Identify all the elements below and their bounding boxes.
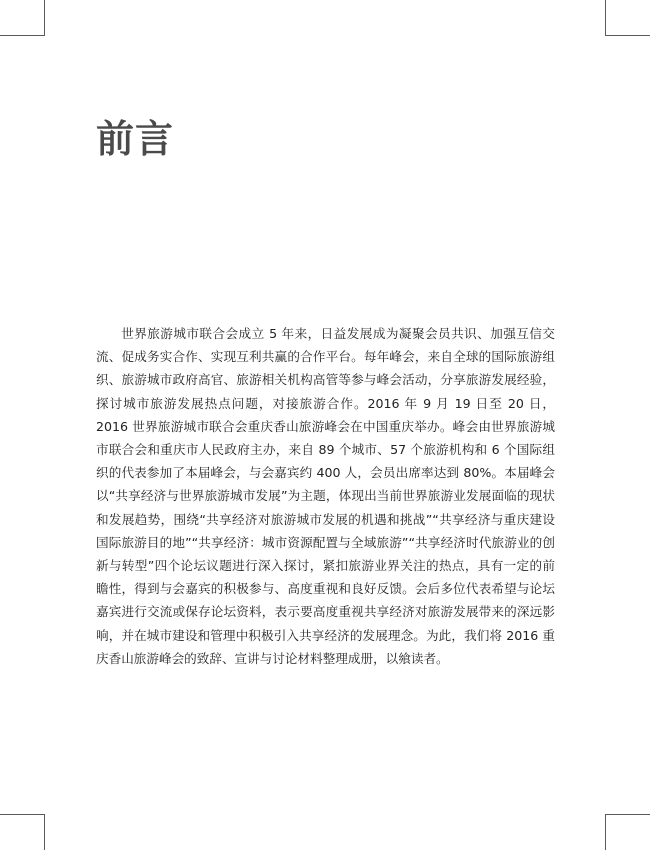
crop-mark-bottom-left-vertical bbox=[44, 814, 45, 850]
crop-mark-top-left-vertical bbox=[44, 0, 45, 36]
preface-body bbox=[96, 322, 555, 670]
crop-mark-bottom-left-horizontal bbox=[0, 814, 44, 815]
crop-mark-bottom-right-horizontal bbox=[606, 814, 650, 815]
crop-mark-top-left-horizontal bbox=[0, 35, 44, 36]
crop-mark-top-right-vertical bbox=[605, 0, 606, 36]
preface-paragraph: 世界旅游城市联合会成立 5 年来，日益发展成为凝聚会员共识、加强互信交流、促成务实合作、实现互利共赢的合作平台。每年峰会，来自全球的国际旅游组织、旅游城市政府高官、旅游相关机构高管等参与峰会活动，分享旅游发展经验，探讨城市旅游发展热点问题，对接旅游合作。2016 年 9 月 19 日至 20 日，2016 世界旅游城市联合会重庆香山旅游峰会在中国重庆举办。峰会由世界旅游城市联合会和重庆市人民政府主办，来自 89 个城市、57 个旅游机构和 6 个国际组织的代表参加了本届峰会，与会嘉宾约 400 人，会员出席率达到 80%。本届峰会以“共享经济与世界旅游城市发展”为主题，体现出当前世界旅游业发展面临的现状和发展趋势，围绕“共享经济对旅游城市发展的机遇和挑战”“共享经济与重庆建设国际旅游目的地”“共享经济：城市资源配置与全域旅游”“共享经济时代旅游业的创新与转型”四个论坛议题进行深入探讨，紧扣旅游业界关注的热点，具有一定的前瞻性，得到与会嘉宾的积极参与、高度重视和良好反馈。会后多位代表希望与论坛嘉宾进行交流或保存论坛资料，表示要高度重视共享经济对旅游发展带来的深远影响，并在城市建设和管理中积极引入共享经济的发展理念。为此，我们将 2016 重庆香山旅游峰会的致辞、宣讲与讨论材料整理成册，以飨读者。 bbox=[96, 326, 555, 666]
crop-mark-bottom-right-vertical bbox=[605, 814, 606, 850]
crop-mark-top-right-horizontal bbox=[606, 35, 650, 36]
page-title: 前言 bbox=[96, 117, 175, 161]
